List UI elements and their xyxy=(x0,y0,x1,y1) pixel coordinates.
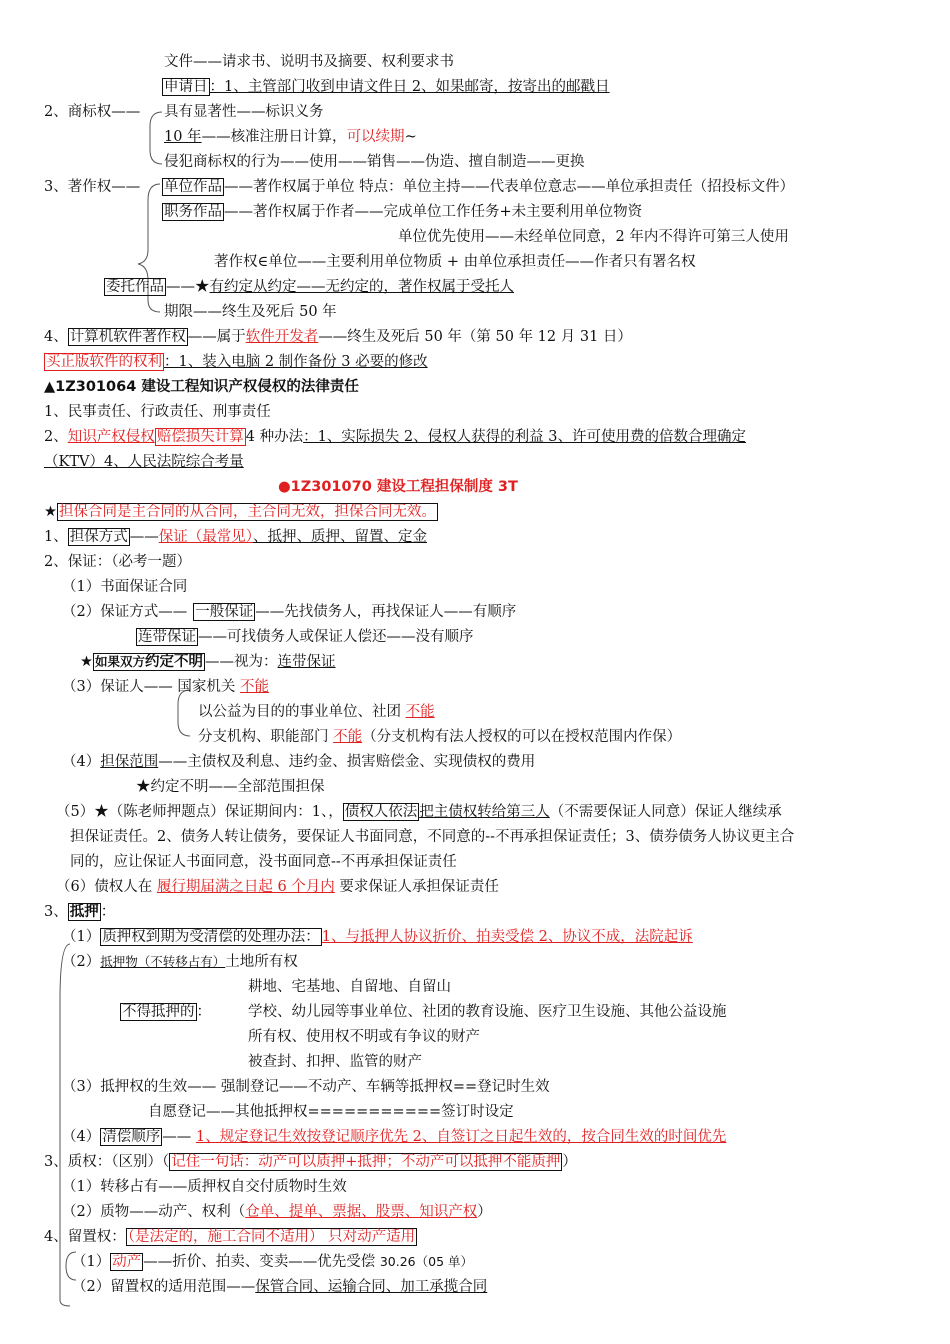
p3-l3-tail: （分支机构有法人授权的可以在授权范围内作保） xyxy=(362,729,682,745)
joint-guarantee-box: 连带保证 xyxy=(138,629,196,645)
guarantee-p5 xyxy=(56,802,782,822)
m1-num: 1、 xyxy=(44,529,68,545)
pledge-remember-box: 记住一句话：动产可以质押+抵押；不动产可以抵押不能质押 xyxy=(171,1154,561,1170)
guarantee-m1 xyxy=(44,527,427,547)
general-guarantee-box: 一般保证 xyxy=(195,604,254,620)
guarantee-p3 xyxy=(62,677,269,697)
lien-l1-text: ——折价、拍卖、变卖——优先受偿 xyxy=(143,1254,380,1270)
guarantee-p3-l3 xyxy=(198,727,681,747)
trademark-line1: 具有显著性——标识义务 xyxy=(164,104,324,120)
repayment-order-box: 清偿顺序 xyxy=(102,1129,161,1145)
guarantee-heading: ●1Z301070 建设工程担保制度 3T xyxy=(278,479,518,495)
p3-cannot-1: 不能 xyxy=(239,679,269,695)
p5-pre: （5）★（陈老师押题点）保证期间内：1、， xyxy=(56,804,343,820)
software-tail: ——终生及死后 50 年（第 50 年 12 月 31 日） xyxy=(318,329,632,345)
pledge-expiry-methods: 1、与抵押人协议折价、拍卖受偿 2、协议不成，法院起诉 xyxy=(321,929,693,945)
lien-legal-box: （是法定的，施工合同不适用） 只对动产适用 xyxy=(127,1229,416,1245)
guarantee-p5-l3: 同的，应让保证人书面同意，没书面同意--不再承担保证责任 xyxy=(70,854,457,870)
trademark-l2-mid: ——核准注册日计算， xyxy=(201,129,347,145)
mortgage-m2-l5: 被查封、扣押、监管的财产 xyxy=(248,1054,422,1070)
guarantee-most-common: 保证（最常见） xyxy=(158,529,253,545)
lien-head-text: 4、留置权： xyxy=(44,1229,126,1245)
p2c-joint: 连带保证 xyxy=(277,654,336,670)
p3-cannot-3: 不能 xyxy=(333,729,363,745)
p6-pre: （6）债权人在 xyxy=(56,879,157,895)
pledge-l1: （1）转移占有——质押权自交付质物时生效 xyxy=(62,1179,347,1195)
pledge-head-text: 3、质权：（区别）（ xyxy=(44,1154,170,1170)
copyright-duty-work xyxy=(162,202,642,222)
copyright-term: 期限——终生及死后 50 年 xyxy=(164,304,337,320)
guarantee-p2 xyxy=(62,602,516,622)
commission-rule: 有约定从约定——无约定的，著作权属于受托人 xyxy=(209,279,514,295)
mortgage-property: 抵押物（不转移占有） xyxy=(100,954,226,969)
guarantee-main-box: 担保合同是主合同的从合同，主合同无效，担保合同无效。 xyxy=(59,504,436,520)
guarantee-methods-box: 担保方式 xyxy=(69,529,128,545)
mortgage-m2-box-line xyxy=(120,1002,211,1022)
trademark-line2 xyxy=(164,127,417,147)
guarantee-p2c xyxy=(80,652,336,672)
lien-contracts: 保管合同、运输合同、加工承揽合同 xyxy=(255,1279,488,1295)
m2-pre: （2） xyxy=(62,954,101,970)
liability-line1: 1、民事责任、行政责任、刑事责任 xyxy=(44,404,271,420)
mortgage-box: 抵押 xyxy=(69,904,99,920)
guarantee-p2b xyxy=(136,627,474,647)
scope-text: ——主债权及利息、违约金、损害赔偿金、实现债权的费用 xyxy=(158,754,536,770)
liability-l2-num: 2、 xyxy=(44,429,68,445)
damages-box: 赔偿损失计算 xyxy=(156,429,244,445)
copyright-commission xyxy=(104,277,514,297)
transfer-claim: 把主债权转给第三人 xyxy=(419,804,550,820)
guarantee-methods-list: 、抵押、质押、留置、定金 xyxy=(252,529,427,545)
trademark-line3: 侵犯商标权的行为——使用——销售——伪造、擅自制造——更换 xyxy=(164,154,585,170)
lien-l2-pre: （2）留置权的适用范围—— xyxy=(72,1279,256,1295)
pledge-l2-pre: （2）质物——动产、权利（ xyxy=(62,1204,246,1220)
general-guarantee-text: ——先找债务人，再找保证人——有顺序 xyxy=(255,604,517,620)
liability-line2 xyxy=(44,427,746,447)
liability-line3: （KTV）4、人民法院综合考量 xyxy=(44,454,244,470)
patent-file-line: 文件——请求书、说明书及摘要、权利要求书 xyxy=(164,54,454,70)
m1-dash: —— xyxy=(129,529,159,545)
mortgage-m1 xyxy=(62,927,693,947)
lien-l1-pre: （1） xyxy=(72,1254,111,1270)
trademark-head: 2、商标权—— xyxy=(44,104,141,120)
p4-pre: （4） xyxy=(62,754,101,770)
lien-l2 xyxy=(72,1277,487,1297)
p6-tail: 要求保证人承担保证责任 xyxy=(334,879,499,895)
trademark-l2-tail: ~ xyxy=(404,129,417,145)
mortgage-m2-l3: 学校、幼儿园等事业单位、社团的教育设施、医疗卫生设施、其他公益设施 xyxy=(248,1004,727,1020)
m1-pre: （1） xyxy=(62,929,101,945)
guarantee-main-rule xyxy=(44,502,438,522)
m4-dash: —— xyxy=(162,1129,196,1145)
m2-colon: ： xyxy=(196,1004,211,1020)
star-icon: ★ xyxy=(44,504,57,520)
pledge-l2-close: ） xyxy=(477,1204,492,1220)
p3-cannot-2: 不能 xyxy=(405,704,435,720)
duty-work-box: 职务作品 xyxy=(164,204,222,220)
mortgage-m2-l2: 耕地、宅基地、自留地、自留山 xyxy=(248,979,451,995)
p2c-box2: 约定不明 xyxy=(145,654,204,670)
pledge-head-close: ） xyxy=(562,1154,577,1170)
buy-genuine-text: ：1、装入电脑 2 制作备份 3 必要的修改 xyxy=(164,354,428,370)
liability-l2-mid: 4 种办法 xyxy=(245,429,304,445)
apply-date-text: ：1、主管部门收到申请文件日 2、如果邮寄，按寄出的邮戳日 xyxy=(209,79,610,95)
mortgage-m3-l2: 自愿登记——其他抵押权===========签订时设定 xyxy=(148,1104,514,1120)
pledge-rights-list: 仓单、提单、票据、股票、知识产权 xyxy=(245,1204,478,1220)
mortgage-m4 xyxy=(62,1127,726,1147)
pledge-expiry-box: 质押权到期为受清偿的处理办法： xyxy=(102,929,320,945)
trademark-10-years: 10 年 xyxy=(164,129,202,145)
software-developer: 软件开发者 xyxy=(245,329,319,345)
land-ownership: 土地所有权 xyxy=(225,954,298,970)
mortgage-num: 3、 xyxy=(44,904,68,920)
p3-pre: （3）保证人—— 国家机关 xyxy=(62,679,240,695)
p2c-mid: ——视为： xyxy=(205,654,278,670)
duty-work-text: ——著作权属于作者——完成单位工作任务+未主要利用单位物资 xyxy=(224,204,643,220)
guarantee-m2: 2、保证：（必考一题） xyxy=(44,554,191,570)
duty-work-line3: 著作权∈单位——主要利用单位物质 + 由单位承担责任——作者只有署名权 xyxy=(214,254,696,270)
unit-work-text: ——著作权属于单位 特点：单位主持——代表单位意志——单位承担责任（招投标文件） xyxy=(224,179,795,195)
pledge-head xyxy=(44,1152,577,1172)
creditor-box: 债权人依法 xyxy=(344,804,418,820)
software-line xyxy=(44,327,632,347)
p3-l3-text: 分支机构、职能部门 xyxy=(198,729,334,745)
repayment-order-rule: 1、规定登记生效按登记顺序优先 2、自签订之日起生效的，按合同生效的时间优先 xyxy=(195,1129,727,1145)
mortgage-m2-l4: 所有权、使用权不明或有争议的财产 xyxy=(248,1029,480,1045)
software-box: 计算机软件著作权 xyxy=(69,329,186,345)
ip-infringement: 知识产权侵权 xyxy=(67,429,155,445)
copyright-head: 3、著作权—— xyxy=(44,179,141,195)
m4-pre: （4） xyxy=(62,1129,101,1145)
duty-work-line2: 单位优先使用——未经单位同意，2 年内不得许可第三人使用 xyxy=(398,229,789,245)
movable-property-box: 动产 xyxy=(112,1254,142,1270)
commission-box: 委托作品 xyxy=(106,279,164,295)
p5-tail: （不需要保证人同意）保证人继续承 xyxy=(549,804,782,820)
joint-guarantee-text: ——可找债务人或保证人偿还——没有顺序 xyxy=(198,629,474,645)
not-mortgageable-box: 不得抵押的 xyxy=(122,1004,195,1020)
p3-l2-text: 以公益为目的的事业单位、社团 xyxy=(198,704,406,720)
mortgage-m2 xyxy=(62,952,298,972)
pledge-l2 xyxy=(62,1202,492,1222)
guarantee-p3-l2 xyxy=(198,702,435,722)
software-buy-line xyxy=(44,352,428,372)
guarantee-p1: （1）书面保证合同 xyxy=(62,579,188,595)
lien-head xyxy=(44,1227,417,1247)
lien-l1 xyxy=(72,1252,473,1272)
p2c-box1: 如果双方 xyxy=(95,654,146,669)
guarantee-p4b: ★约定不明——全部范围担保 xyxy=(136,779,325,795)
trademark-renewable: 可以续期 xyxy=(346,129,405,145)
guarantee-p4 xyxy=(62,752,535,772)
software-mid: ——属于 xyxy=(187,329,246,345)
six-months: 履行期届满之日起 6 个月内 xyxy=(156,879,335,895)
liability-heading: ▲1Z301064 建设工程知识产权侵权的法律责任 xyxy=(44,379,359,395)
buy-genuine-box: 买正版软件的权利 xyxy=(46,354,162,370)
star-icon: ★ xyxy=(80,654,93,670)
liability-methods: ：1、实际损失 2、侵权人获得的利益 3、许可使用费的倍数合理确定 xyxy=(303,429,746,445)
guarantee-p6 xyxy=(56,877,499,897)
software-num: 4、 xyxy=(44,329,68,345)
commission-mid: ——★ xyxy=(166,279,210,295)
p2-pre: （2）保证方式—— xyxy=(62,604,188,620)
scope-box: 担保范围 xyxy=(100,754,159,770)
mortgage-head xyxy=(44,902,115,922)
apply-date-box: 申请日 xyxy=(164,79,208,95)
mortgage-colon: ： xyxy=(100,904,116,920)
copyright-unit-work xyxy=(162,177,794,197)
mortgage-m3: （3）抵押权的生效—— 强制登记——不动产、车辆等抵押权==登记时生效 xyxy=(62,1079,550,1095)
lien-l1-note: 30.26（05 单） xyxy=(379,1254,474,1269)
unit-work-box: 单位作品 xyxy=(164,179,222,195)
guarantee-p5-l2: 担保证责任。2、债务人转让债务，要保证人书面同意，不同意的--不再承担保证责任；3、债券债务人协议更主合 xyxy=(70,829,795,845)
patent-apply-date xyxy=(162,77,610,97)
